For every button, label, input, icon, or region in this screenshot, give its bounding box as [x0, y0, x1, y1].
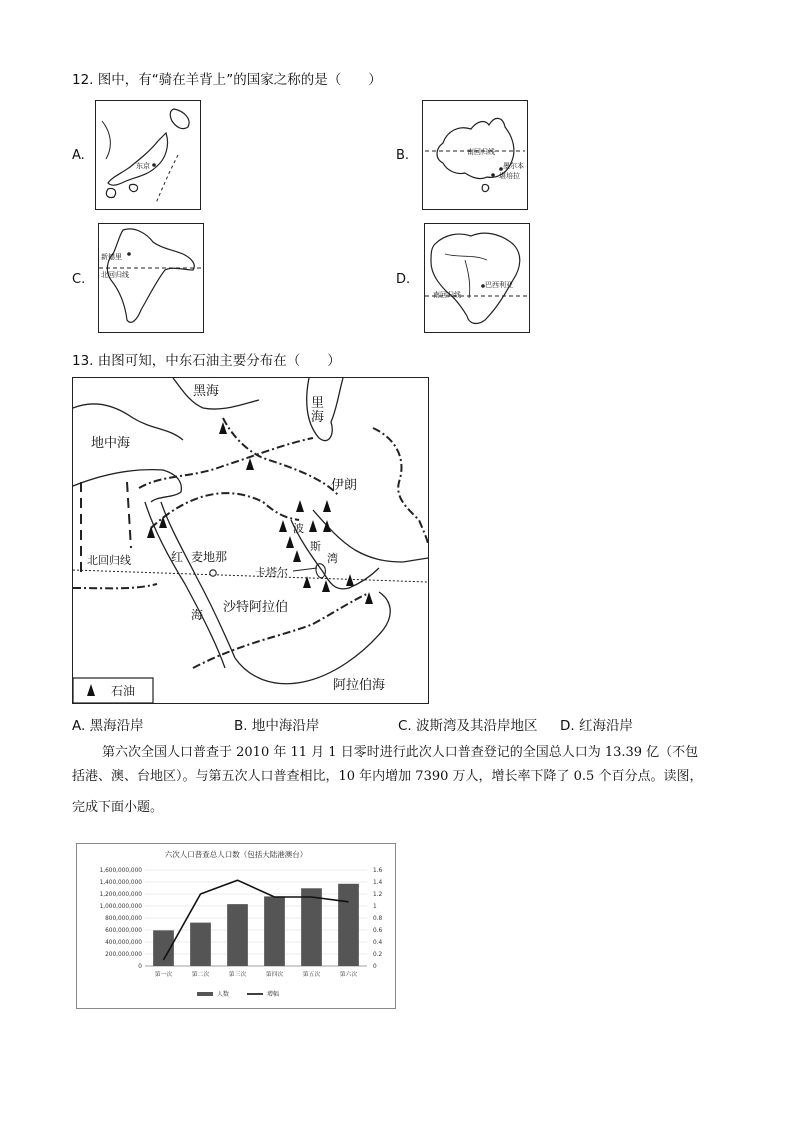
y-right-tick-label: 1: [373, 904, 377, 910]
y-left-tick-label: 600,000,000: [105, 928, 142, 934]
bar-3: [227, 904, 248, 966]
oil-legend-label: 石油: [111, 684, 136, 698]
caspian-label-1: 里: [311, 396, 325, 411]
persian-gulf-label-2: 斯: [310, 540, 321, 553]
q12-option-b-letter: B.: [396, 148, 410, 163]
bar-4: [264, 896, 285, 966]
y-left-tick-label: 1,200,000,000: [99, 892, 142, 898]
tokyo-label: 东京: [136, 162, 150, 170]
y-right-tick-label: 0.8: [373, 916, 383, 922]
legend-bar-swatch: [197, 992, 213, 996]
legend-line-label: 增幅: [267, 991, 280, 998]
passage-line-3: 完成下面小题。: [72, 800, 164, 815]
q12-option-c-letter: C.: [72, 272, 86, 287]
y-left-tick-label: 0: [138, 964, 142, 970]
y-left-tick-label: 1,400,000,000: [99, 880, 142, 886]
y-right-tick-label: 0.6: [373, 928, 383, 934]
q12-option-a-letter: A.: [72, 148, 85, 163]
chart-title: 六次人口普查总人口数（包括大陆港澳台）: [164, 850, 308, 859]
japan-map[interactable]: [95, 100, 201, 210]
saudi-arabia-label: 沙特阿拉伯: [223, 600, 289, 615]
x-tick-label: 第五次: [302, 972, 321, 978]
passage-line-2: 括港、澳、台地区）。与第五次人口普查相比，10 年内增加 7390 万人，增长率下降了 0.5 个百分点。读图，: [72, 769, 703, 784]
y-left-tick-label: 400,000,000: [105, 940, 142, 946]
x-tick-label: 第二次: [191, 972, 210, 978]
population-census-chart[interactable]: [76, 843, 396, 1009]
q13-option-d[interactable]: D. 红海沿岸: [560, 718, 633, 734]
caspian-label-2: 海: [311, 410, 325, 425]
india-map[interactable]: [98, 223, 204, 333]
y-right-tick-label: 1.6: [373, 868, 383, 874]
brasilia-label: 巴西利亚: [485, 281, 513, 289]
brazil-map[interactable]: [424, 223, 530, 333]
red-sea-label-2: 海: [191, 608, 204, 622]
q13-option-c[interactable]: C. 波斯湾及其沿岸地区: [398, 718, 538, 734]
q13-stem: 13. 由图可知，中东石油主要分布在（ ）: [72, 353, 341, 369]
x-tick-label: 第一次: [154, 972, 173, 978]
x-tick-label: 第六次: [339, 972, 358, 978]
tropic-cancer-label: 北回归线: [101, 271, 129, 279]
q12-stem: 12. 图中，有“骑在羊背上”的国家之称的是（ ）: [72, 72, 382, 88]
canberra-label: 堪培拉: [499, 172, 520, 180]
chart-canvas: [77, 844, 395, 1008]
y-right-tick-label: 0.2: [373, 952, 383, 958]
legend-bar-label: 人数: [217, 991, 230, 998]
y-right-tick-label: 1.2: [373, 892, 383, 898]
x-tick-label: 第三次: [228, 972, 247, 978]
y-left-tick-label: 1,600,000,000: [99, 868, 142, 874]
q12-option-d-letter: D.: [396, 272, 411, 287]
black-sea-label: 黑海: [193, 384, 220, 399]
x-tick-label: 第四次: [265, 972, 284, 978]
persian-gulf-label-1: 波: [293, 522, 304, 535]
arabian-sea-label: 阿拉伯海: [333, 678, 386, 693]
melbourne-label: 墨尔本: [503, 162, 524, 170]
bar-6: [338, 884, 359, 966]
q13-option-a[interactable]: A. 黑海沿岸: [72, 718, 144, 734]
tropic-capricorn-label: 南回归线: [467, 148, 495, 156]
y-left-tick-label: 200,000,000: [105, 952, 142, 958]
mediterranean-label: 地中海: [91, 436, 131, 451]
bar-5: [301, 888, 322, 966]
q13-option-b[interactable]: B. 地中海沿岸: [234, 718, 320, 734]
y-left-tick-label: 800,000,000: [105, 916, 142, 922]
y-left-tick-label: 1,000,000,000: [99, 904, 142, 910]
red-sea-label-1: 红: [171, 550, 184, 564]
y-right-tick-label: 0.4: [373, 940, 383, 946]
iran-label: 伊朗: [331, 478, 358, 493]
y-right-tick-label: 1.4: [373, 880, 383, 886]
new-delhi-label: 新德里: [101, 253, 122, 261]
australia-map[interactable]: [422, 100, 528, 210]
tropic-cancer-label: 北回归线: [87, 554, 131, 567]
qatar-label: 卡塔尔: [255, 566, 288, 579]
y-right-tick-label: 0: [373, 964, 377, 970]
middle-east-oil-map[interactable]: [72, 377, 429, 704]
bar-2: [190, 923, 211, 966]
passage-line-1: 第六次全国人口普查于 2010 年 11 月 1 日零时进行此次人口普查登记的全国总人口为 13.39 亿（不包: [102, 745, 699, 760]
persian-gulf-label-3: 湾: [327, 552, 338, 565]
medina-label: 麦地那: [191, 550, 228, 564]
tropic-capricorn-label-brazil: 南回归线: [433, 291, 461, 299]
